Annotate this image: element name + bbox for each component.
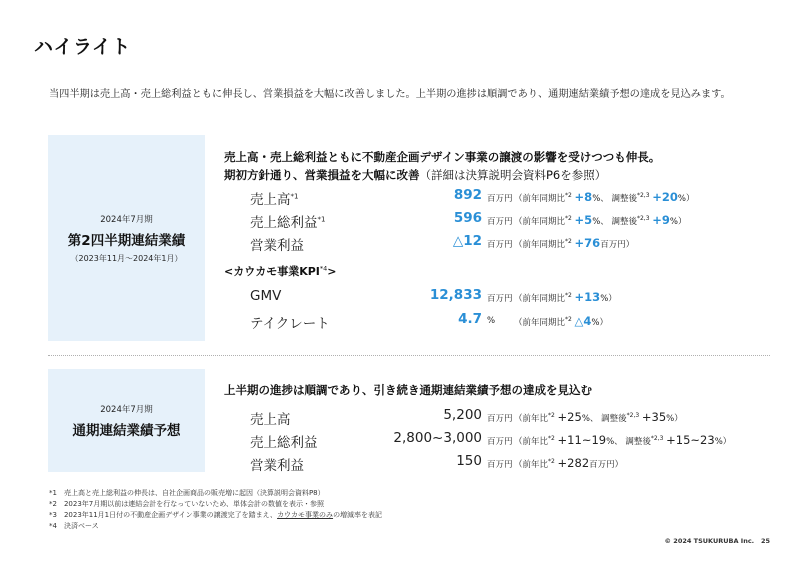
row-compare: （前年同期比$^{*2}$ +76百万円） (514, 236, 635, 250)
kpi-heading: <カウカモ事業$KPI^{*4}>$ (224, 264, 337, 278)
fy-headline: 上半期の進捗は順調であり、引き続き通期連結業績予想の達成を見込む (224, 383, 592, 397)
q2-headline-line2: 期初方針通り、営業損益を大幅に改善（詳細は決算説明会資料P6を参照） (224, 168, 607, 182)
section-divider (48, 355, 770, 356)
row-label: 営業利益 (250, 238, 304, 254)
row-value: △12 (452, 233, 482, 249)
page-title: ハイライト (34, 36, 131, 58)
row-label: 売上高$^{*1}$ (250, 192, 299, 208)
row-value: 596 (453, 210, 482, 226)
fy-row-operating-profit (250, 453, 770, 475)
kpi-row-gmv (250, 287, 770, 309)
page-footer (665, 537, 770, 545)
row-label: GMV (250, 288, 282, 304)
q2-row-gross-profit (250, 210, 770, 232)
row-unit: 百万円 (487, 414, 513, 424)
footnotes (49, 488, 382, 532)
row-unit: 百万円 (487, 217, 513, 227)
row-unit: % (487, 316, 496, 326)
fy-name: 通期連結業績予想 (72, 422, 181, 439)
q2-name: 第2四半期連結業績 (67, 232, 186, 249)
row-compare: （前年同期比$^{*2}$ +13%） (514, 290, 617, 304)
row-value: 4.7 (458, 311, 482, 327)
row-value: 892 (453, 187, 482, 203)
row-compare: （前年同期比$^{*2}$ +5%、 調整後$^{*2,3}$ +9%） (514, 213, 687, 227)
row-value: 12,833 (429, 287, 482, 303)
fy-label-box (48, 369, 205, 472)
row-unit: 百万円 (487, 194, 513, 204)
footnote-2: *2 2023年7月期以前は連結会計を行なっていないため、単体会計の数値を表示・参照 (49, 500, 324, 508)
kpi-row-take-rate (250, 311, 770, 333)
row-label: 営業利益 (250, 458, 304, 474)
q2-label-box (48, 135, 205, 341)
row-unit: 百万円 (487, 437, 513, 447)
q2-period: 2024年7月期 (100, 214, 153, 225)
row-unit: 百万円 (487, 294, 513, 304)
q2-headline (224, 148, 660, 184)
intro-text: 当四半期は売上高・売上総利益ともに伸長し、営業損益を大幅に改善しました。上半期の進捗は順調であり、通期連結業績予想の達成を見込みます。 (49, 89, 731, 100)
footnote-4: *4 決済ベース (49, 522, 99, 530)
footnote-1: *1 売上高と売上総利益の伸長は、自社企画商品の販売増に起因（決算説明会資料P8） (49, 489, 325, 497)
row-value: 2,800~3,000 (393, 430, 482, 446)
q2-row-sales (250, 187, 770, 209)
q2-headline-line1: 売上高・売上総利益ともに不動産企画デザイン事業の譲渡の影響を受けつつも伸長。 (224, 150, 661, 164)
fy-row-gross-profit (250, 430, 770, 452)
row-compare: （前年同期比$^{*2}$ △4%） (514, 314, 608, 328)
row-compare: （前年比$^{*2}$ +11~19%、 調整後$^{*2,3}$ +15~23%） (514, 433, 732, 447)
row-unit: 百万円 (487, 460, 513, 470)
footnote-3: *3 2023年11月1日付の不動産企画デザイン事業の譲渡完了を踏まえ、カウカモ事業のみの増減率を表記 (49, 511, 383, 519)
row-unit: 百万円 (487, 240, 513, 250)
fy-period: 2024年7月期 (100, 404, 153, 415)
q2-range: （2023年11月～2024年1月） (70, 253, 183, 263)
page-number: 25 (760, 537, 770, 545)
row-label: テイクレート (250, 316, 330, 332)
fy-row-sales (250, 407, 770, 429)
row-compare: （前年比$^{*2}$ +25%、 調整後$^{*2,3}$ +35%） (514, 410, 683, 424)
copyright: © 2024 TSUKURUBA Inc. (664, 537, 755, 545)
row-label: 売上総利益$^{*1}$ (250, 215, 326, 231)
row-compare: （前年比$^{*2}$ +282百万円） (514, 456, 624, 470)
row-label: 売上総利益 (250, 435, 318, 451)
row-compare: （前年同期比$^{*2}$ +8%、 調整後$^{*2,3}$ +20%） (514, 190, 695, 204)
row-value: 5,200 (443, 407, 482, 423)
q2-row-operating-profit (250, 233, 770, 255)
row-value: 150 (456, 453, 482, 469)
row-label: 売上高 (250, 412, 291, 428)
